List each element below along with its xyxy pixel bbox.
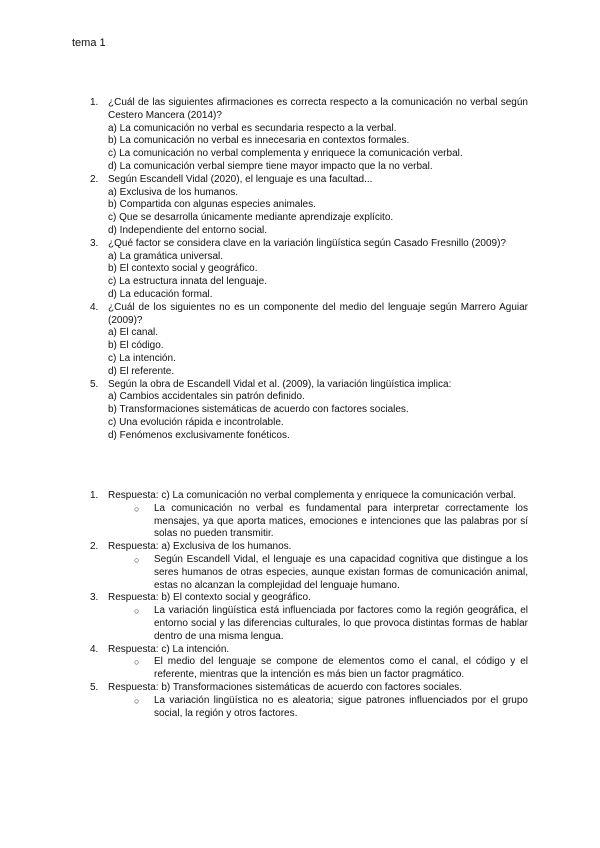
explanation-text: Según Escandell Vidal, el lenguaje es una capacidad cognitiva que distingue a los seres humanos de otras especies, aunque existan formas de comunicación animal, estas no alcanzan la complejidad del lenguaje humano. [154, 553, 528, 591]
answer-body [108, 490, 528, 541]
answer-list [76, 490, 528, 720]
answer-text: Respuesta: b) Transformaciones sistemáticas de acuerdo con factores sociales. [108, 681, 463, 693]
explanation-item [132, 554, 528, 592]
explanation-item [132, 605, 528, 643]
answer-option: d) Fenómenos exclusivamente fonéticos. [108, 429, 290, 441]
answer-option: b) Transformaciones sistemáticas de acuerdo con factores sociales. [108, 404, 409, 416]
answer-option: a) El canal. [108, 327, 159, 339]
circle-bullet-icon: ○ [134, 695, 140, 706]
answer-number: 2. [90, 541, 99, 553]
question-item [76, 379, 528, 443]
question-body [108, 97, 528, 174]
question-number: 4. [90, 301, 99, 313]
question-text: ¿Cuál de los siguientes no es un componente del medio del lenguaje según Marrero Aguiar (2009)? [108, 301, 528, 326]
answer-item [76, 490, 528, 541]
question-body [108, 302, 528, 379]
explanation-text: La comunicación no verbal es fundamental para interpretar correctamente los mensajes, ya que aporta matices, emociones e intenciones que las palabras por sí solas no pueden transmitir. [154, 502, 528, 540]
question-text: ¿Qué factor se considera clave en la variación lingüística según Casado Fresnillo (2009)? [108, 237, 506, 249]
explanation-item [132, 695, 528, 721]
answer-option: d) La comunicación verbal siempre tiene mayor impacto que la no verbal. [108, 160, 433, 172]
answer-number: 5. [90, 681, 99, 693]
answer-text: Respuesta: b) El contexto social y geográfico. [108, 592, 311, 604]
answer-option: b) El código. [108, 340, 164, 352]
answer-text: Respuesta: c) La intención. [108, 643, 230, 655]
answer-option: c) La comunicación no verbal complementa y enriquece la comunicación verbal. [108, 148, 463, 160]
answer-option: d) La educación formal. [108, 288, 213, 300]
question-number: 5. [90, 378, 99, 390]
circle-bullet-icon: ○ [134, 503, 140, 514]
answer-option: b) La comunicación no verbal es innecesaria en contextos formales. [108, 135, 410, 147]
question-text: Según la obra de Escandell Vidal et al. (2009), la variación lingüística implica: [108, 378, 452, 390]
circle-bullet-icon: ○ [134, 657, 140, 668]
explanation-item [132, 503, 528, 541]
question-list [76, 97, 528, 443]
answer-body [108, 644, 528, 682]
question-number: 2. [90, 173, 99, 185]
answer-text: Respuesta: a) Exclusiva de los humanos. [108, 541, 292, 553]
question-item [76, 302, 528, 379]
question-number: 3. [90, 237, 99, 249]
circle-bullet-icon: ○ [134, 554, 140, 565]
answer-number: 3. [90, 592, 99, 604]
answer-option: d) Independiente del entorno social. [108, 224, 268, 236]
question-text: ¿Cuál de las siguientes afirmaciones es correcta respecto a la comunicación no verbal según Cestero Mancera (2014)? [108, 97, 528, 121]
answer-item [76, 592, 528, 643]
question-text: Según Escandell Vidal (2020), el lenguaje es una facultad... [108, 173, 373, 185]
question-body [108, 238, 528, 302]
answer-option: d) El referente. [108, 365, 175, 377]
answer-option: c) Que se desarrolla únicamente mediante aprendizaje explícito. [108, 212, 394, 224]
answer-option: a) La gramática universal. [108, 250, 224, 262]
answer-option: a) Cambios accidentales sin patrón definido. [108, 391, 305, 403]
answer-number: 1. [90, 490, 99, 501]
question-number: 1. [90, 97, 99, 108]
answer-body [108, 682, 528, 720]
explanation-text: La variación lingüística está influenciada por factores como la región geográfica, el entorno social y las diferencias culturales, lo que provoca distintas formas de hablar dentro de una misma lengua. [154, 605, 528, 642]
explanation-text: La variación lingüística no es aleatoria; sigue patrones influenciados por el grupo social, la región y otros factores. [154, 694, 528, 719]
answer-option: a) La comunicación no verbal es secundaria respecto a la verbal. [108, 122, 397, 134]
answer-body [108, 592, 528, 643]
answer-item [76, 541, 528, 592]
answer-option: b) El contexto social y geográfico. [108, 263, 258, 275]
answer-option: c) Una evolución rápida e incontrolable. [108, 416, 284, 428]
answer-option: b) Compartida con algunas especies animales. [108, 199, 316, 211]
question-item [76, 174, 528, 238]
answer-option: c) La intención. [108, 352, 176, 364]
question-body [108, 379, 528, 443]
question-item [76, 238, 528, 302]
circle-bullet-icon: ○ [134, 606, 140, 617]
answer-item [76, 644, 528, 682]
answer-body [108, 541, 528, 592]
explanation-item [132, 656, 528, 682]
answer-item [76, 682, 528, 720]
question-body [108, 174, 528, 238]
answer-text: Respuesta: c) La comunicación no verbal complementa y enriquece la comunicación verbal. [108, 490, 516, 501]
answer-option: a) Exclusiva de los humanos. [108, 186, 239, 198]
answer-number: 4. [90, 643, 99, 655]
explanation-text: El medio del lenguaje se compone de elementos como el canal, el código y el referente, mientras que la intención es más bien un factor pragmático. [154, 656, 528, 681]
question-item [76, 97, 528, 174]
document-title: tema 1 [72, 37, 106, 49]
answer-option: c) La estructura innata del lenguaje. [108, 276, 267, 288]
